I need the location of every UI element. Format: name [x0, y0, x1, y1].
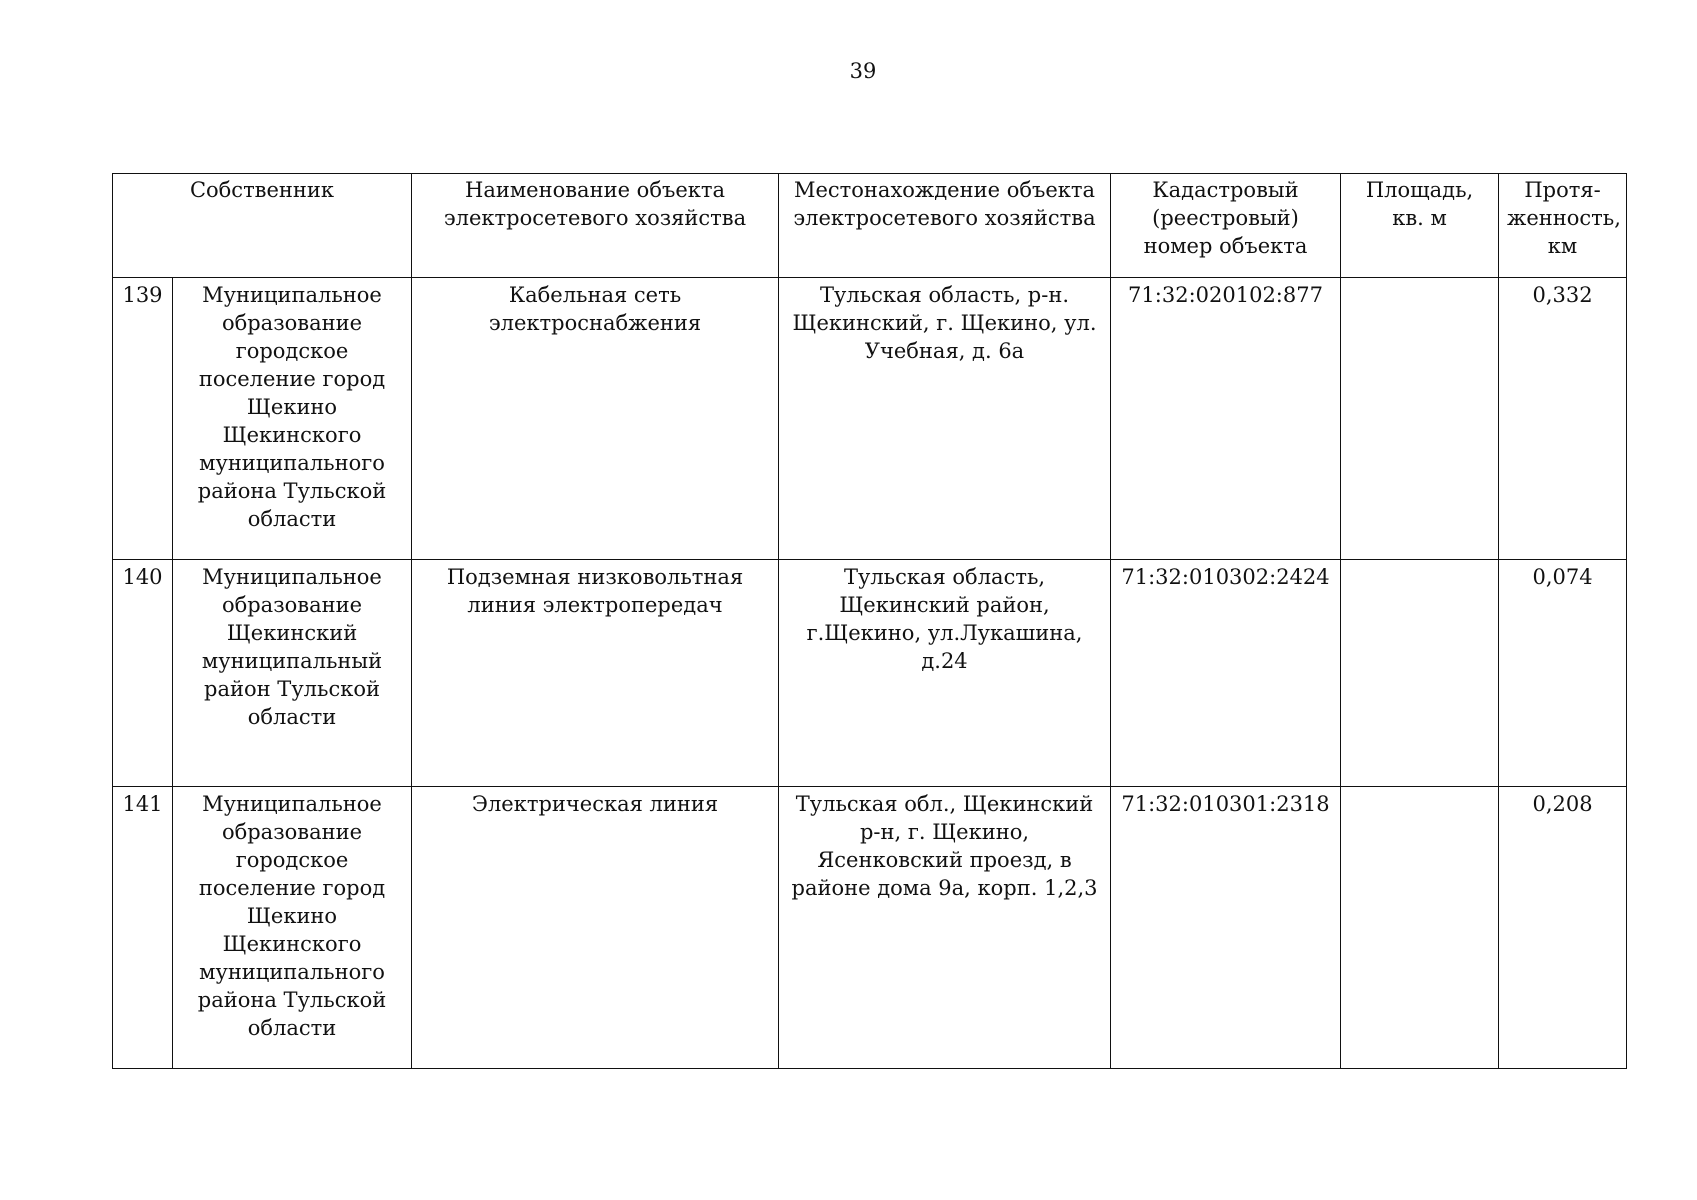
header-location: Местонахождение объекта электросетевого хозяйства — [779, 174, 1111, 278]
table-header-row — [113, 174, 1627, 278]
cadastral-number-cell: 71:32:010301:2318 — [1111, 786, 1341, 1068]
header-cadastral-number: Кадастровый (реестровый) номер объекта — [1111, 174, 1341, 278]
owner-cell: Муниципальное образование городское поселение город Щекино Щекинского муниципального района Тульской области — [173, 786, 412, 1068]
cadastral-number-cell: 71:32:020102:877 — [1111, 278, 1341, 560]
header-owner: Собственник — [113, 174, 412, 278]
length-cell: 0,074 — [1499, 560, 1627, 786]
table-row — [113, 560, 1627, 786]
header-area: Площадь, кв. м — [1341, 174, 1499, 278]
cadastral-number-cell: 71:32:010302:2424 — [1111, 560, 1341, 786]
row-number: 141 — [113, 786, 173, 1068]
area-cell — [1341, 560, 1499, 786]
area-cell — [1341, 278, 1499, 560]
owner-cell: Муниципальное образование городское поселение город Щекино Щекинского муниципального района Тульской области — [173, 278, 412, 560]
location-cell: Тульская область, Щекинский район, г.Щекино, ул.Лукашина, д.24 — [779, 560, 1111, 786]
table-row — [113, 786, 1627, 1068]
object-name-cell: Кабельная сеть электроснабжения — [412, 278, 779, 560]
table-row — [113, 278, 1627, 560]
location-cell: Тульская обл., Щекинский р-н, г. Щекино, Ясенковский проезд, в районе дома 9а, корп. 1,2,3 — [779, 786, 1111, 1068]
object-name-cell: Электрическая линия — [412, 786, 779, 1068]
length-cell: 0,208 — [1499, 786, 1627, 1068]
owner-cell: Муниципальное образование Щекинский муниципальный район Тульской области — [173, 560, 412, 786]
page-number: 39 — [849, 59, 877, 83]
object-name-cell: Подземная низковольтная линия электропередач — [412, 560, 779, 786]
location-cell: Тульская область, р-н. Щекинский, г. Щекино, ул. Учебная, д. 6а — [779, 278, 1111, 560]
area-cell — [1341, 786, 1499, 1068]
row-number: 139 — [113, 278, 173, 560]
electric-grid-objects-table — [112, 173, 1627, 1069]
length-cell: 0,332 — [1499, 278, 1627, 560]
header-object-name: Наименование объекта электросетевого хозяйства — [412, 174, 779, 278]
row-number: 140 — [113, 560, 173, 786]
header-length: Протя- женность, км — [1499, 174, 1627, 278]
